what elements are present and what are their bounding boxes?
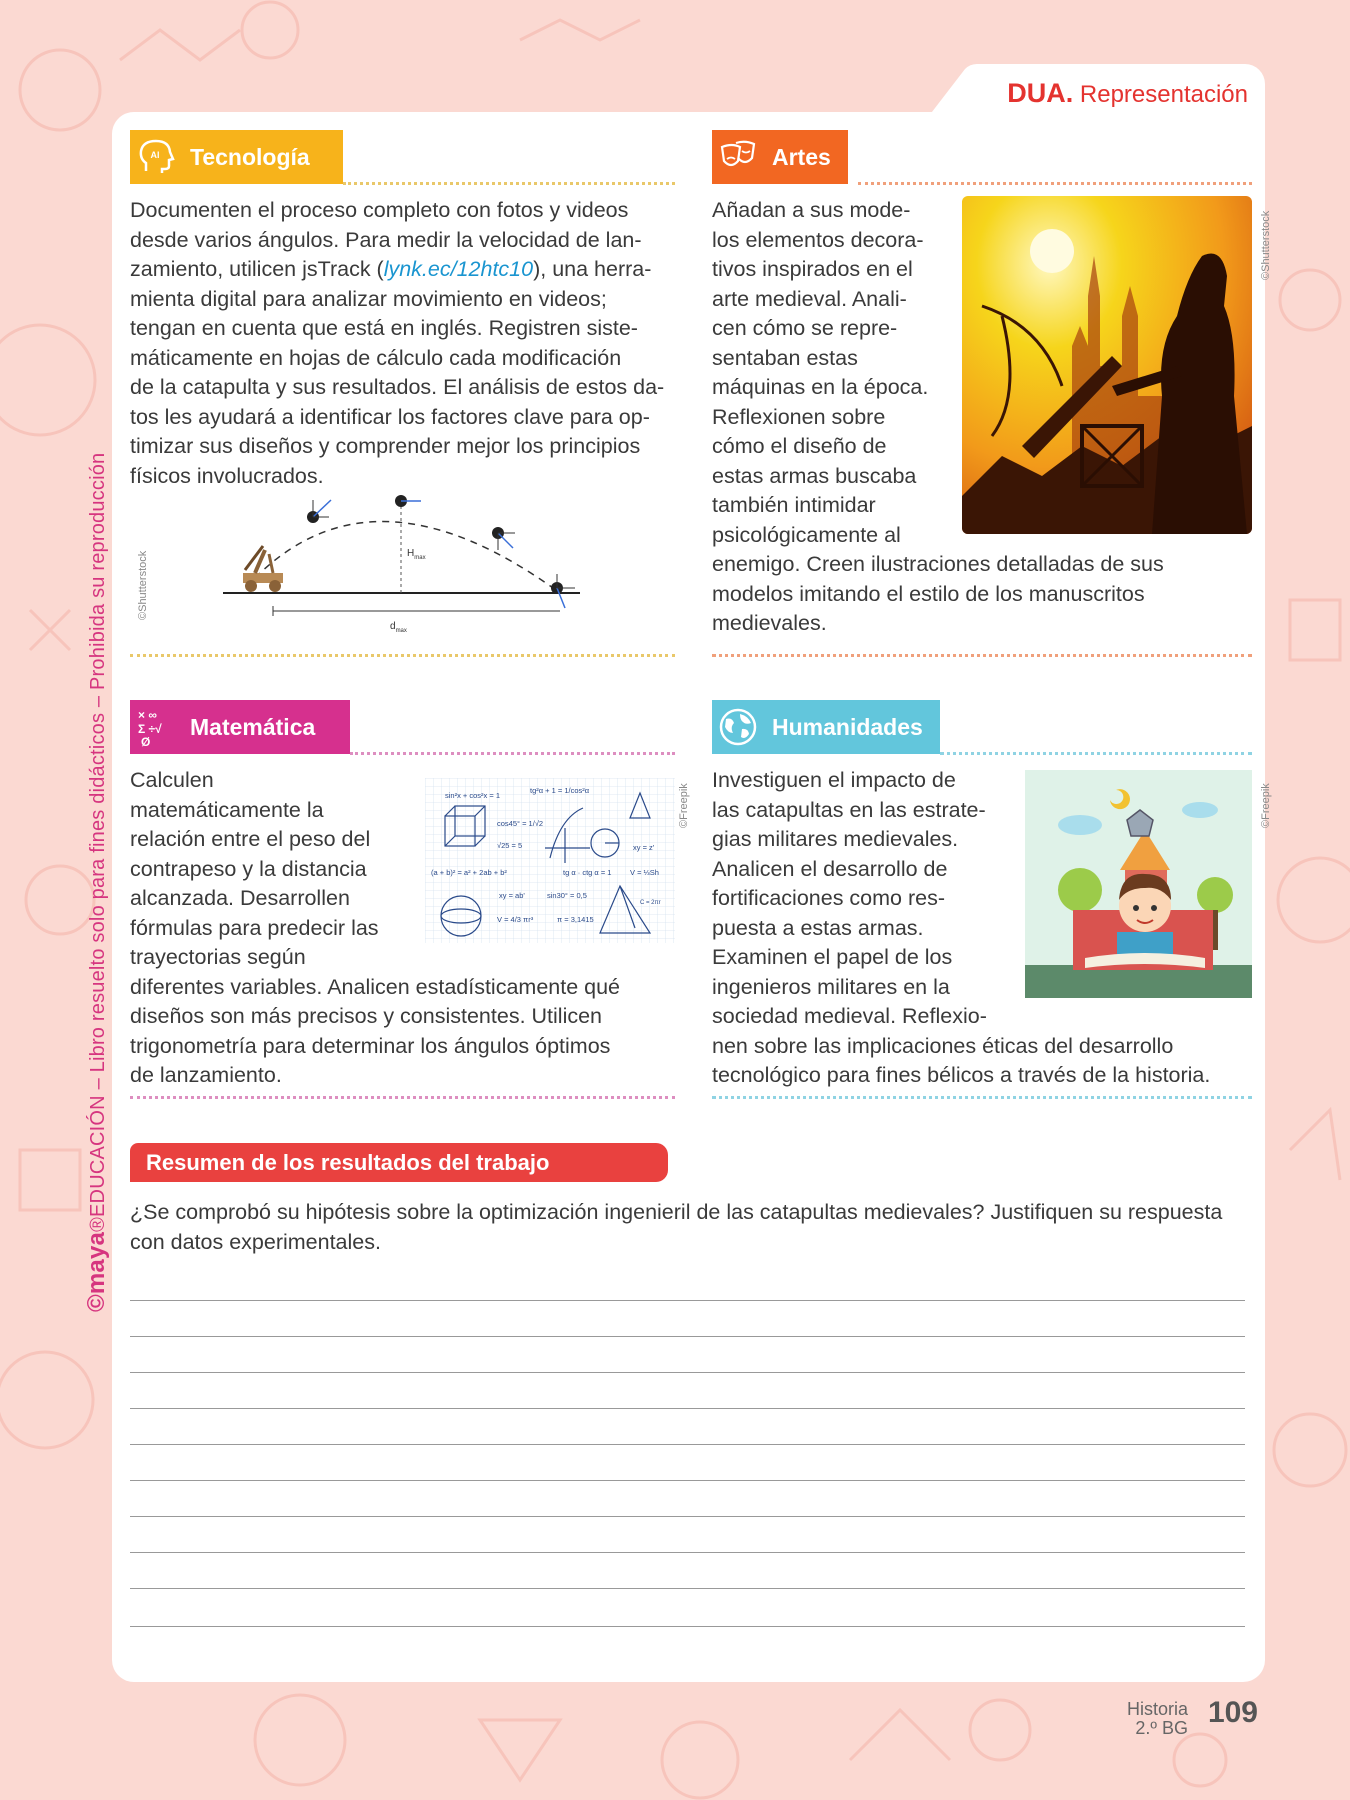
- answer-line-6[interactable]: [130, 1480, 1245, 1481]
- matematica-header: [130, 700, 350, 754]
- formula: V = 4/3 πr³: [497, 915, 534, 924]
- text-line: sentaban estas: [712, 345, 858, 370]
- text-line: Examinen el papel de los: [712, 945, 953, 969]
- formula: sin²x + cos²x = 1: [445, 791, 501, 800]
- text-line-part: ), una herra-: [533, 257, 652, 281]
- formula: cos45° = 1/√2: [497, 819, 544, 828]
- text-line: las catapultas en las estrate-: [712, 797, 986, 822]
- tecnologia-credit: ©Shutterstock: [137, 550, 149, 620]
- artes-bottom-divider: [712, 654, 1252, 657]
- text-line: psicológicamente al: [712, 522, 901, 547]
- catapult-icon: [243, 546, 283, 592]
- text-line: fortificaciones como res-: [712, 886, 945, 910]
- text-line: Calculen: [130, 768, 214, 792]
- summary-title-bar: Resumen de los resultados del trabajo: [130, 1143, 668, 1182]
- answer-line-8[interactable]: [130, 1552, 1245, 1553]
- svg-text:Hmax: [407, 548, 426, 561]
- formula: (a + b)² = a² + 2ab + b²: [431, 868, 507, 877]
- text-line: trigonometría para determinar los ángulos óptimos: [130, 1033, 611, 1058]
- text-line: diseños son más precisos y consistentes. Utilicen: [130, 1004, 603, 1028]
- text-line: modelos imitando el estilo de los manuscritos: [712, 581, 1145, 606]
- formula: xy = ab': [499, 891, 525, 900]
- formula: C = 2πr: [640, 900, 661, 906]
- text-line: matemáticamente la: [130, 797, 324, 822]
- page-number: 109: [1207, 1696, 1258, 1729]
- text-line: tos les ayudará a identificar los factores clave para op-: [130, 404, 650, 429]
- svg-text:Ø: Ø: [141, 735, 151, 749]
- answer-line-7[interactable]: [130, 1516, 1245, 1517]
- text-line: de lanzamiento.: [130, 1063, 282, 1087]
- text-line: de la catapulta y sus resultados. El análisis de estos da-: [130, 375, 665, 399]
- summary-question: [130, 1198, 1255, 1257]
- question-line: con datos experimentales.: [130, 1229, 381, 1254]
- copyright-vertical: [83, 453, 111, 1312]
- humanidades-header: [712, 700, 940, 754]
- humanidades-divider: [940, 752, 1252, 755]
- text-line: mienta digital para analizar movimiento en videos;: [130, 286, 607, 311]
- text-line: Añadan a sus mode-: [712, 198, 911, 222]
- text-line: medievales.: [712, 611, 827, 635]
- formula: V = ⅓Sh: [630, 868, 659, 877]
- text-line: Analicen el desarrollo de: [712, 856, 948, 881]
- text-line: alcanzada. Desarrollen: [130, 886, 350, 910]
- artes-credit: ©Shutterstock: [1260, 210, 1272, 280]
- text-line: tengan en cuenta que está en inglés. Registren siste-: [130, 316, 638, 340]
- tecnologia-divider: [343, 182, 675, 185]
- svg-text:dmax: [390, 621, 407, 634]
- answer-line-3[interactable]: [130, 1372, 1245, 1373]
- text-line: nen sobre las implicaciones éticas del desarrollo: [712, 1033, 1174, 1058]
- svg-text:× ∞: × ∞: [138, 708, 157, 722]
- math-formulas-image: [425, 778, 675, 943]
- text-line: diferentes variables. Analicen estadísticamente qué: [130, 974, 621, 999]
- text-line: los elementos decora-: [712, 227, 924, 252]
- text-line: fórmulas para predecir las: [130, 915, 379, 940]
- text-line: enemigo. Creen ilustraciones detalladas de sus: [712, 552, 1164, 576]
- svg-text:Σ ÷√: Σ ÷√: [138, 722, 162, 736]
- text-line: máquinas en la época.: [712, 375, 929, 399]
- answer-line-1[interactable]: [130, 1300, 1245, 1301]
- matematica-credit: ©Freepik: [678, 783, 690, 828]
- h-max-subscript: max: [414, 555, 426, 561]
- text-line: tecnológico para fines bélicos a través de la historia.: [712, 1063, 1211, 1087]
- tecnologia-text: [130, 196, 675, 491]
- text-line: gias militares medievales.: [712, 827, 959, 851]
- formula: tg α · ctg α = 1: [563, 868, 612, 877]
- h-max-label: H: [407, 548, 415, 559]
- text-line: ingenieros militares en la: [712, 974, 950, 999]
- answer-line-4[interactable]: [130, 1408, 1245, 1409]
- footer-subject: [1127, 1700, 1188, 1738]
- matematica-title: Matemática: [190, 713, 316, 740]
- medieval-siege-image: [962, 196, 1252, 534]
- child-reading-castle-image: [1025, 770, 1252, 998]
- d-max-subscript: max: [395, 628, 407, 634]
- text-line: Reflexionen sobre: [712, 404, 886, 429]
- answer-line-10[interactable]: [130, 1626, 1245, 1627]
- text-line: timizar sus diseños y comprender mejor los principios: [130, 434, 641, 458]
- text-line: físicos involucrados.: [130, 463, 324, 488]
- math-symbols-icon: [130, 700, 182, 754]
- copyright-text: ®EDUCACIÓN – Libro resuelto solo para fines didácticos – Prohibida su reproducción: [87, 452, 109, 1232]
- text-line: también intimidar: [712, 493, 876, 517]
- footer-grade: 2.º BG: [1135, 1718, 1188, 1738]
- formula: sin30° = 0,5: [547, 891, 587, 900]
- formula: tg²α + 1 = 1/cos²α: [530, 786, 590, 795]
- text-line: puesta a estas armas.: [712, 915, 924, 940]
- text-line: cen cómo se repre-: [712, 316, 898, 340]
- brand-logo: ©maya: [83, 1231, 110, 1312]
- text-line: relación entre el peso del: [130, 827, 371, 851]
- dua-type: Representación: [1079, 81, 1248, 108]
- footer-subject-name: Historia: [1126, 1699, 1188, 1719]
- text-line: estas armas buscaba: [712, 463, 917, 488]
- answer-line-2[interactable]: [130, 1336, 1245, 1337]
- dua-label: DUA.: [1007, 78, 1074, 108]
- humanidades-title: Humanidades: [772, 713, 923, 740]
- text-line: Documenten el proceso completo con fotos y videos: [130, 198, 629, 222]
- humanidades-credit: ©Freepik: [1260, 783, 1272, 828]
- ai-head-icon: [130, 130, 182, 184]
- artes-title: Artes: [772, 143, 831, 170]
- text-line: arte medieval. Anali-: [712, 286, 907, 311]
- humanidades-bottom-divider: [712, 1096, 1252, 1099]
- formula: xy = z': [633, 843, 655, 852]
- text-line: desde varios ángulos. Para medir la velocidad de lan-: [130, 227, 642, 252]
- text-line: Investiguen el impacto de: [712, 768, 956, 792]
- theater-masks-icon: [712, 130, 764, 184]
- answer-line-9[interactable]: [130, 1588, 1245, 1589]
- text-line: contrapeso y la distancia: [130, 856, 367, 881]
- text-line: [130, 255, 675, 285]
- artes-divider: [858, 182, 1252, 185]
- dua-banner: [1007, 78, 1248, 109]
- text-line: sociedad medieval. Reflexio-: [712, 1004, 987, 1028]
- text-line: tivos inspirados en el: [712, 257, 913, 281]
- text-line: trayectorias según: [130, 945, 306, 969]
- matematica-divider: [350, 752, 675, 755]
- globe-icon: [712, 700, 764, 754]
- tecnologia-title: Tecnología: [190, 143, 310, 170]
- answer-line-5[interactable]: [130, 1444, 1245, 1445]
- text-line: cómo el diseño de: [712, 434, 887, 458]
- formula: √25 = 5: [497, 841, 523, 850]
- ai-icon-text: AI: [150, 150, 160, 160]
- formula: π = 3,1415: [557, 915, 594, 924]
- tecnologia-bottom-divider: [130, 654, 675, 657]
- matematica-bottom-divider: [130, 1096, 675, 1099]
- artes-header: [712, 130, 848, 184]
- jstrack-link[interactable]: lynk.ec/12htc10: [383, 257, 534, 281]
- text-line-part: zamiento, utilicen jsTrack (: [130, 257, 384, 281]
- catapult-trajectory-diagram: [215, 488, 600, 638]
- question-line: ¿Se comprobó su hipótesis sobre la optimización ingenieril de las catapultas medievales? Justifiquen su respuesta: [130, 1200, 1223, 1224]
- tecnologia-header: [130, 130, 343, 184]
- text-line: máticamente en hojas de cálculo cada modificación: [130, 345, 622, 370]
- d-max-label: d: [390, 621, 396, 632]
